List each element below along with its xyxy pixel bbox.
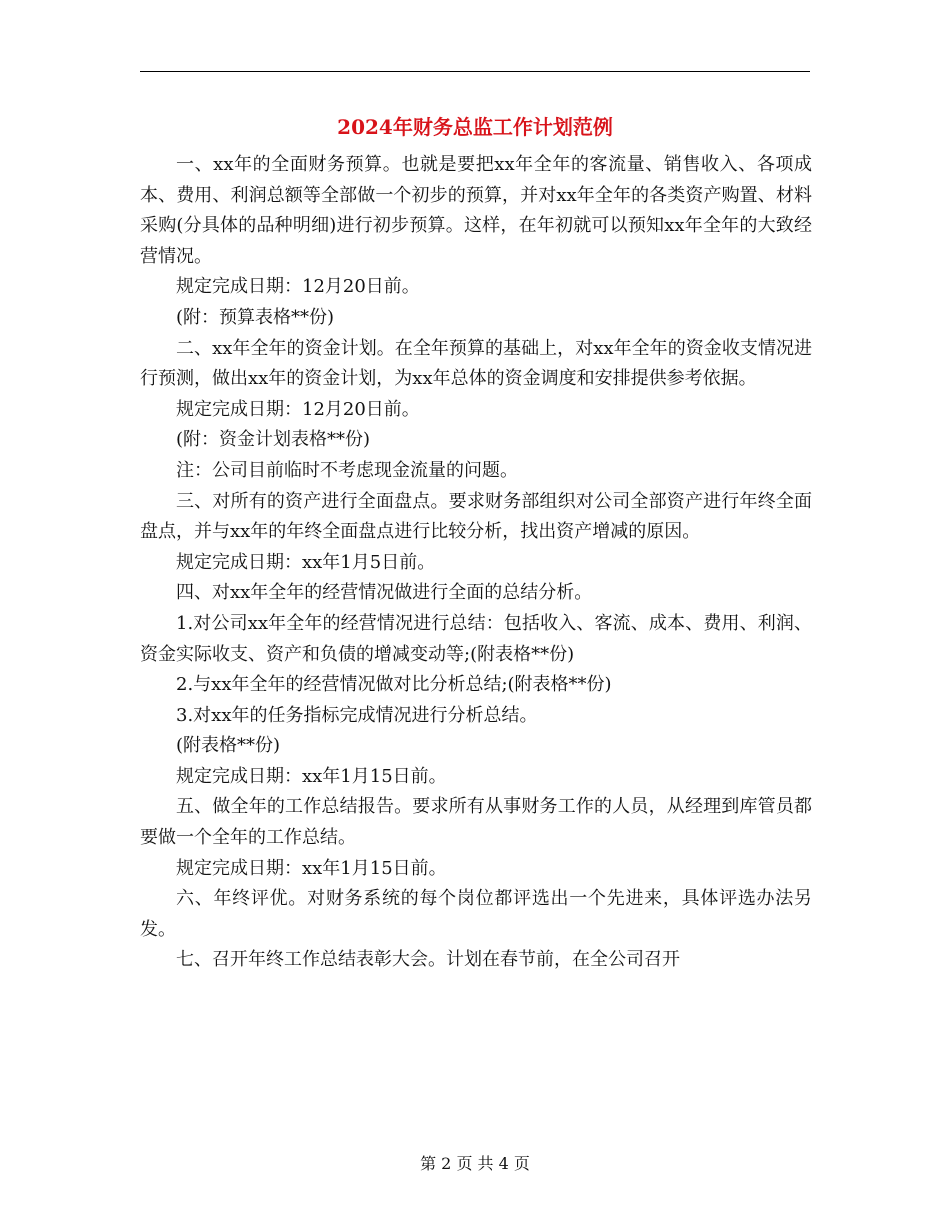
paragraph-11: 1.对公司xx年全年的经营情况进行总结：包括收入、客流、成本、费用、利润、资金实际收支、资产和负债的增减变动等;(附表格**份) (140, 612, 812, 665)
paragraph-10: 四、对xx年全年的经营情况做进行全面的总结分析。 (176, 582, 593, 604)
paragraph-16: 五、做全年的工作总结报告。要求所有从事财务工作的人员，从经理到库管员都要做一个全年的工作总结。 (140, 796, 812, 849)
paragraph-1: 一、xx年的全面财务预算。也就是要把xx年全年的客流量、销售收入、各项成本、费用、利润总额等全部做一个初步的预算，并对xx年全年的各类资产购置、材料采购(分具体的品种明细)进行初步预算。这样，在年初就可以预知xx年全年的大致经营情况。 (140, 154, 812, 267)
document-body (140, 150, 812, 976)
paragraph-15: 规定完成日期：xx年1月15日前。 (176, 765, 447, 787)
paragraph-12: 2.与xx年全年的经营情况做对比分析总结;(附表格**份) (176, 674, 612, 696)
header-rule (140, 71, 810, 72)
paragraph-9: 规定完成日期：xx年1月5日前。 (176, 551, 436, 573)
paragraph-7: 注：公司目前临时不考虑现金流量的问题。 (176, 459, 518, 481)
paragraph-2: 规定完成日期：12月20日前。 (176, 276, 420, 298)
paragraph-18: 六、年终评优。对财务系统的每个岗位都评选出一个先进来，具体评选办法另发。 (140, 888, 812, 940)
paragraph-8: 三、对所有的资产进行全面盘点。要求财务部组织对公司全部资产进行年终全面盘点，并与xx年的年终全面盘点进行比较分析，找出资产增减的原因。 (140, 490, 812, 543)
paragraph-17: 规定完成日期：xx年1月15日前。 (176, 857, 447, 879)
paragraph-3: (附：预算表格**份) (176, 306, 335, 328)
paragraph-14: (附表格**份) (176, 735, 281, 757)
page-number: 第 2 页 共 4 页 (420, 1154, 530, 1173)
paragraph-13: 3.对xx年的任务指标完成情况进行分析总结。 (176, 704, 538, 726)
document-title: 2024年财务总监工作计划范例 (337, 115, 613, 139)
paragraph-4: 二、xx年全年的资金计划。在全年预算的基础上，对xx年全年的资金收支情况进行预测，做出xx年的资金计划，为xx年总体的资金调度和安排提供参考依据。 (140, 337, 812, 390)
paragraph-19: 七、召开年终工作总结表彰大会。计划在春节前，在全公司召开 (176, 949, 680, 971)
paragraph-6: (附：资金计划表格**份) (176, 429, 371, 451)
paragraph-5: 规定完成日期：12月20日前。 (176, 398, 420, 420)
